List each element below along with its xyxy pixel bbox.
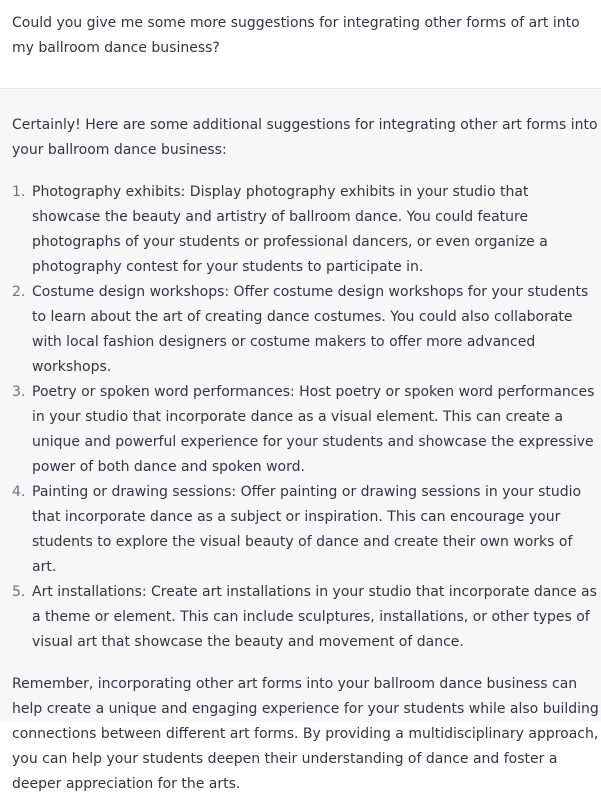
list-item (12, 580, 601, 655)
user-message-text: Could you give me some more suggestions for integrating other forms of art into my ballroom dance business? (12, 15, 580, 56)
assistant-closing: Remember, incorporating other art forms into your ballroom dance business can help create a unique and engaging experience for your students while also building connections between different art forms. By providing a multidisciplinary approach, you can help your students deepen their understanding of dance and foster a deeper appreciation for the arts. (12, 676, 599, 792)
list-item-number: 5. (12, 584, 26, 600)
list-item-text: Poetry or spoken word performances: Host poetry or spoken word performances in your studio that incorporate dance as a visual element. This can create a unique and powerful experience for your students and showcase the expressive power of both dance and spoken word. (32, 384, 595, 475)
user-message (0, 0, 601, 89)
list-item-number: 3. (12, 384, 26, 400)
list-item-text: Art installations: Create art installations in your studio that incorporate dance as a theme or element. This can include sculptures, installations, or other types of visual art that showcase the beauty and movement of dance. (32, 584, 597, 650)
assistant-message (0, 89, 601, 792)
list-item-text: Photography exhibits: Display photography exhibits in your studio that showcase the beauty and artistry of ballroom dance. You could feature photographs of your students or professional dancers, or even organize a photography contest for your students to participate in. (32, 184, 548, 275)
list-item-text: Painting or drawing sessions: Offer painting or drawing sessions in your studio that incorporate dance as a subject or inspiration. This can encourage your students to explore the visual beauty of dance and create their own works of art. (32, 484, 582, 575)
list-item-number: 2. (12, 284, 26, 300)
list-item (12, 380, 601, 480)
suggestion-list (12, 180, 601, 655)
list-item (12, 280, 601, 380)
list-item-number: 1. (12, 184, 26, 200)
list-item-text: Costume design workshops: Offer costume design workshops for your students to learn about the art of creating dance costumes. You could also collaborate with local fashion designers or costume makers to offer more advanced workshops. (32, 284, 589, 375)
assistant-intro: Certainly! Here are some additional suggestions for integrating other art forms into your ballroom dance business: (12, 117, 598, 158)
list-item-number: 4. (12, 484, 26, 500)
list-item (12, 180, 601, 280)
list-item (12, 480, 601, 580)
